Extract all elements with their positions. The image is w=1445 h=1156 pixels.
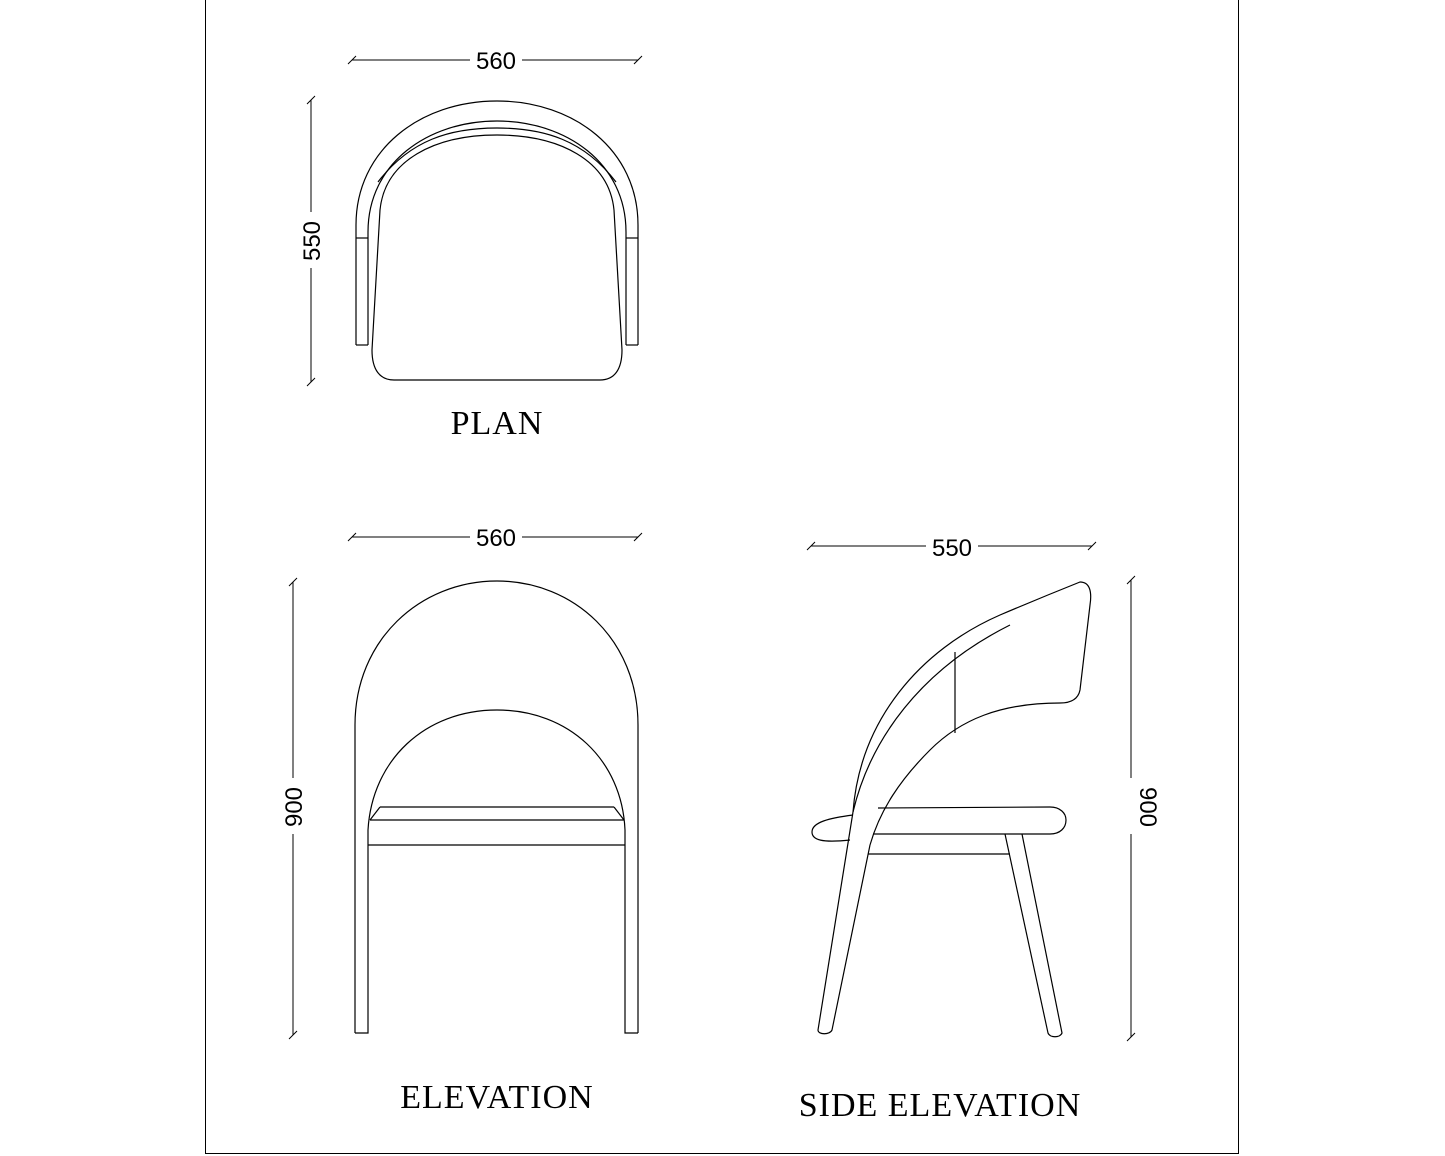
elevation-width-label: 560 xyxy=(475,525,517,552)
elevation-title: ELEVATION xyxy=(400,1079,594,1116)
plan-depth-label: 550 xyxy=(299,220,326,262)
elevation-width-dimension xyxy=(348,523,642,552)
side-depth-dimension xyxy=(807,532,1096,562)
side-chair-outline xyxy=(812,582,1091,1037)
plan-width-dimension xyxy=(348,46,642,75)
plan-width-label: 560 xyxy=(475,48,517,75)
elevation-height-label: 900 xyxy=(281,786,308,828)
side-height-label: 900 xyxy=(1134,786,1161,828)
elevation-view xyxy=(280,523,642,1116)
side-height-dimension xyxy=(1118,576,1161,1041)
side-depth-label: 550 xyxy=(931,535,973,562)
plan-view xyxy=(298,46,642,442)
plan-chair-outline xyxy=(356,101,638,380)
plan-title: PLAN xyxy=(450,405,544,442)
elevation-height-dimension xyxy=(280,578,308,1039)
side-elevation-title: SIDE ELEVATION xyxy=(798,1087,1082,1124)
side-elevation-view xyxy=(799,532,1161,1124)
plan-depth-dimension xyxy=(298,96,326,386)
elevation-chair-outline xyxy=(355,581,638,1033)
